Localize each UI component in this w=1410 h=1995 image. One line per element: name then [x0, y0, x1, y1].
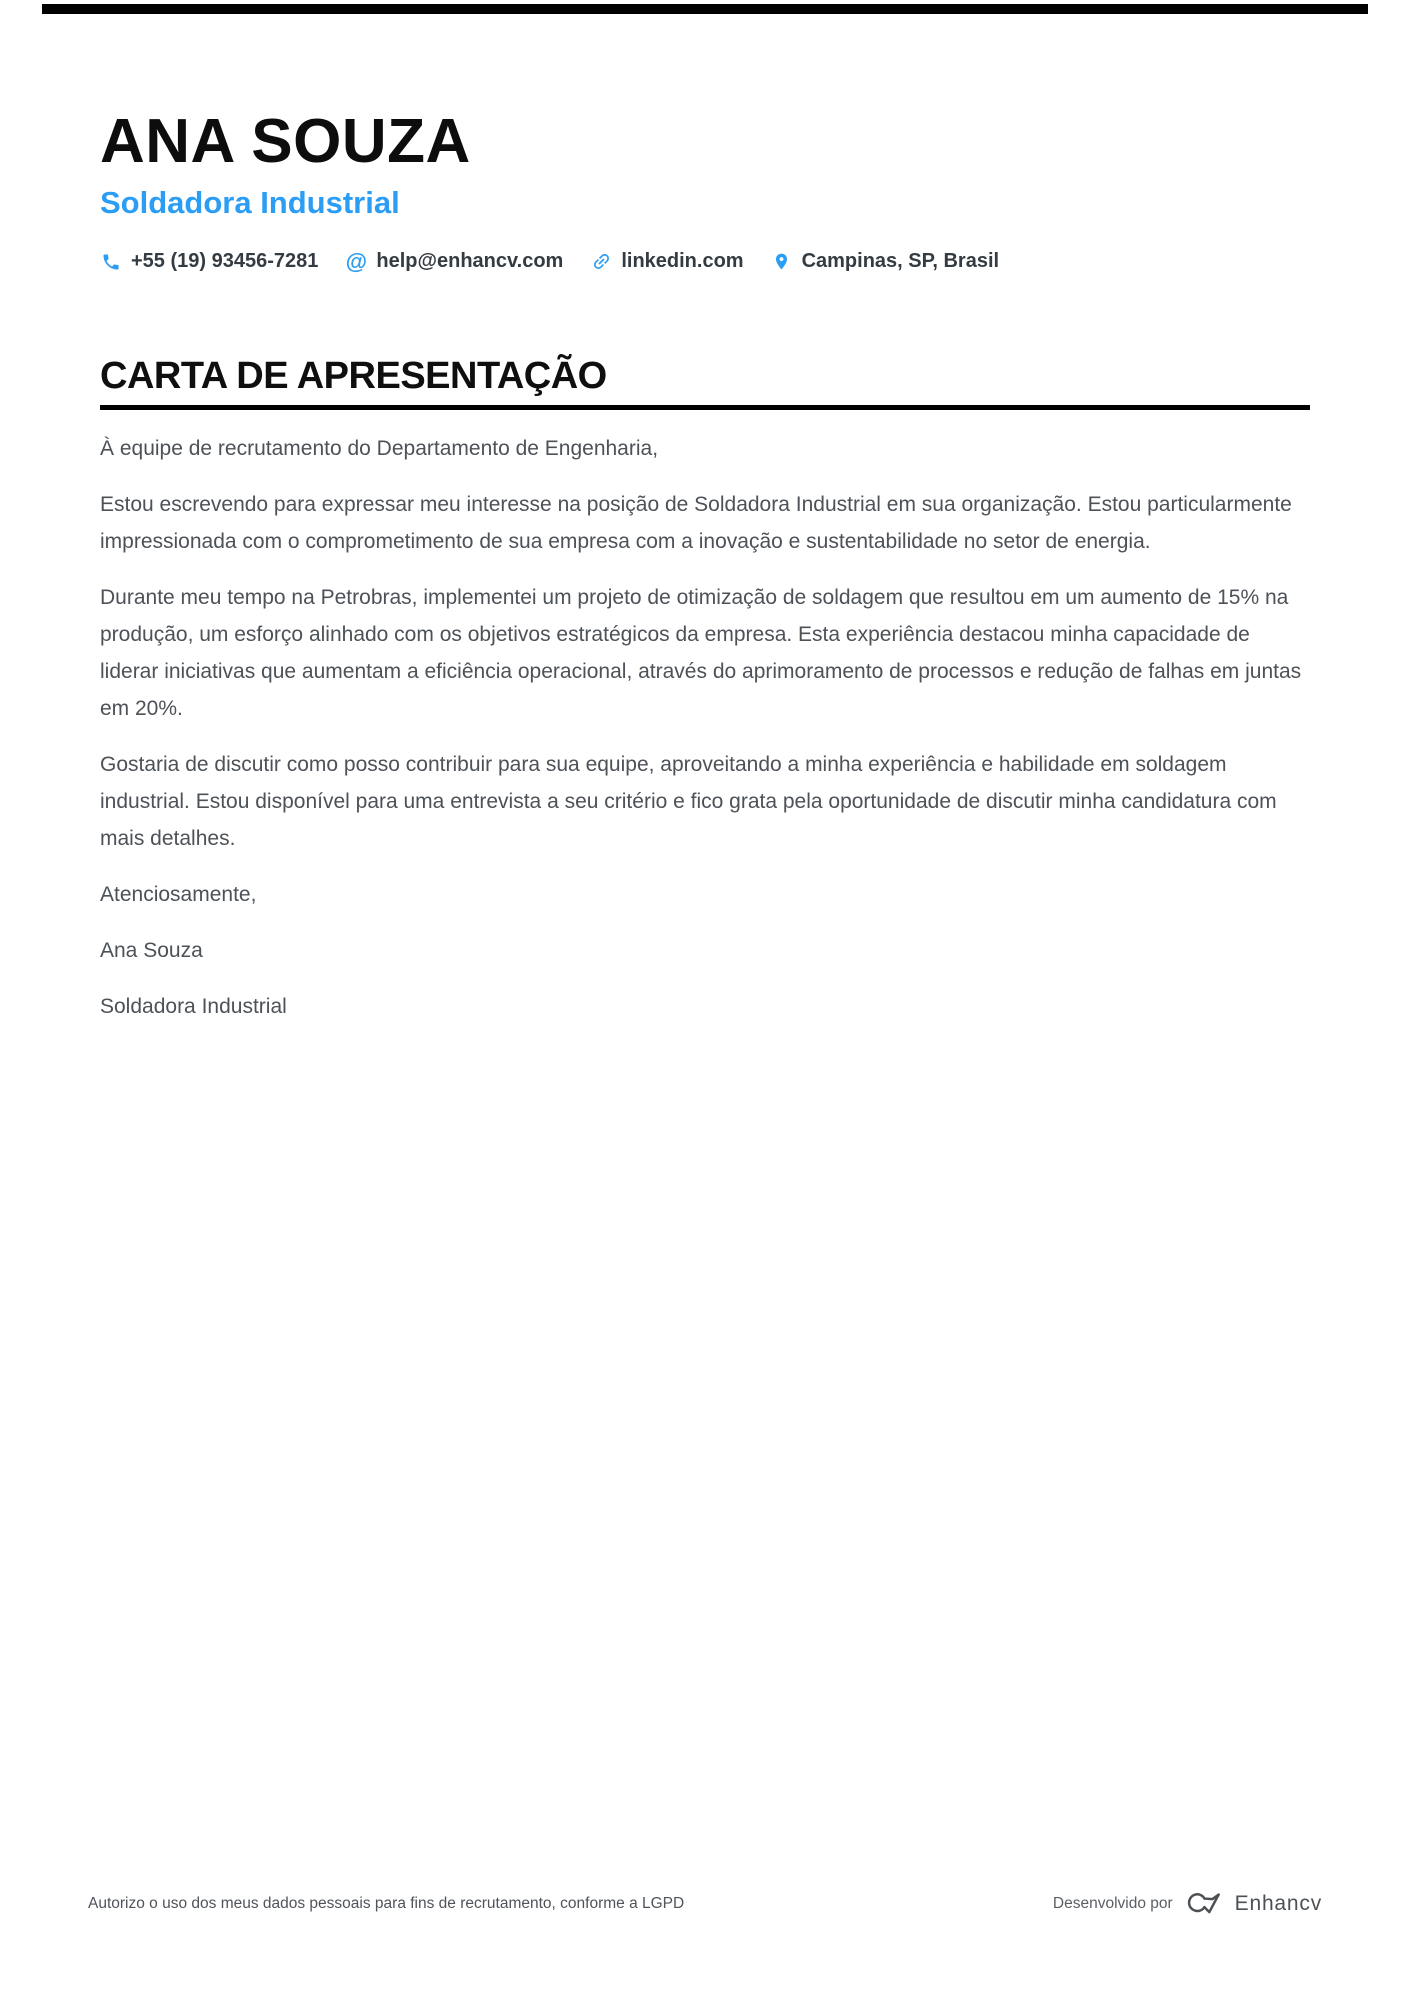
contact-location-text: Campinas, SP, Brasil: [801, 250, 1000, 272]
contact-phone-text: +55 (19) 93456-7281: [131, 250, 319, 272]
contact-email-text[interactable]: help@enhancv.com: [376, 250, 564, 272]
enhancv-logo-icon: [1184, 1890, 1224, 1917]
letter-closing: Atenciosamente,: [100, 883, 257, 906]
contact-email[interactable]: [345, 250, 563, 273]
letter-paragraph: Durante meu tempo na Petrobras, implementei um projeto de otimização de soldagem que resultou em um aumento de 15% na produção, um esforço alinhado com os objetivos estratégicos da empresa. Esta experiência destacou minha capacidade de liderar iniciativas que aumentam a eficiência operacional, através do aprimoramento de processos e redução de falhas em juntas em 20%.: [100, 586, 1302, 720]
enhancv-brand-name[interactable]: Enhancv: [1234, 1891, 1322, 1915]
page-footer: [88, 1890, 1322, 1917]
job-title: Soldadora Industrial: [100, 185, 400, 220]
contact-linkedin[interactable]: [590, 250, 743, 273]
phone-icon: [100, 251, 122, 273]
link-icon: [590, 251, 612, 273]
lgpd-consent-text: Autorizo o uso dos meus dados pessoais para fins de recrutamento, conforme a LGPD: [88, 1894, 685, 1912]
top-accent-bar: [42, 4, 1368, 14]
letter-body: [100, 430, 1310, 1044]
letter-salutation: À equipe de recrutamento do Departamento de Engenharia,: [100, 437, 659, 460]
letter-signature-name: Ana Souza: [100, 939, 203, 962]
section-heading: CARTA DE APRESENTAÇÃO: [100, 356, 1310, 410]
location-icon: [771, 251, 793, 273]
powered-by-label: Desenvolvido por: [1052, 1894, 1173, 1912]
contact-linkedin-text[interactable]: linkedin.com: [621, 250, 744, 272]
letter-paragraph: Estou escrevendo para expressar meu interesse na posição de Soldadora Industrial em sua organização. Estou particularmente impressionada com o comprometimento de sua empresa com a inovação e sustentabilidade no setor de energia.: [100, 493, 1292, 553]
contact-phone: [100, 250, 318, 273]
person-name: ANA SOUZA: [100, 107, 471, 176]
powered-by[interactable]: [1053, 1890, 1322, 1917]
letter-paragraph: Gostaria de discutir como posso contribuir para sua equipe, aproveitando a minha experiência e habilidade em soldagem industrial. Estou disponível para uma entrevista a seu critério e fico grata pela oportunidade de discutir minha candidatura com mais detalhes.: [100, 753, 1277, 850]
contact-location: [771, 250, 1000, 273]
letter-signature-title: Soldadora Industrial: [100, 995, 287, 1018]
contact-row: [100, 250, 1310, 273]
at-icon: @: [345, 248, 368, 274]
